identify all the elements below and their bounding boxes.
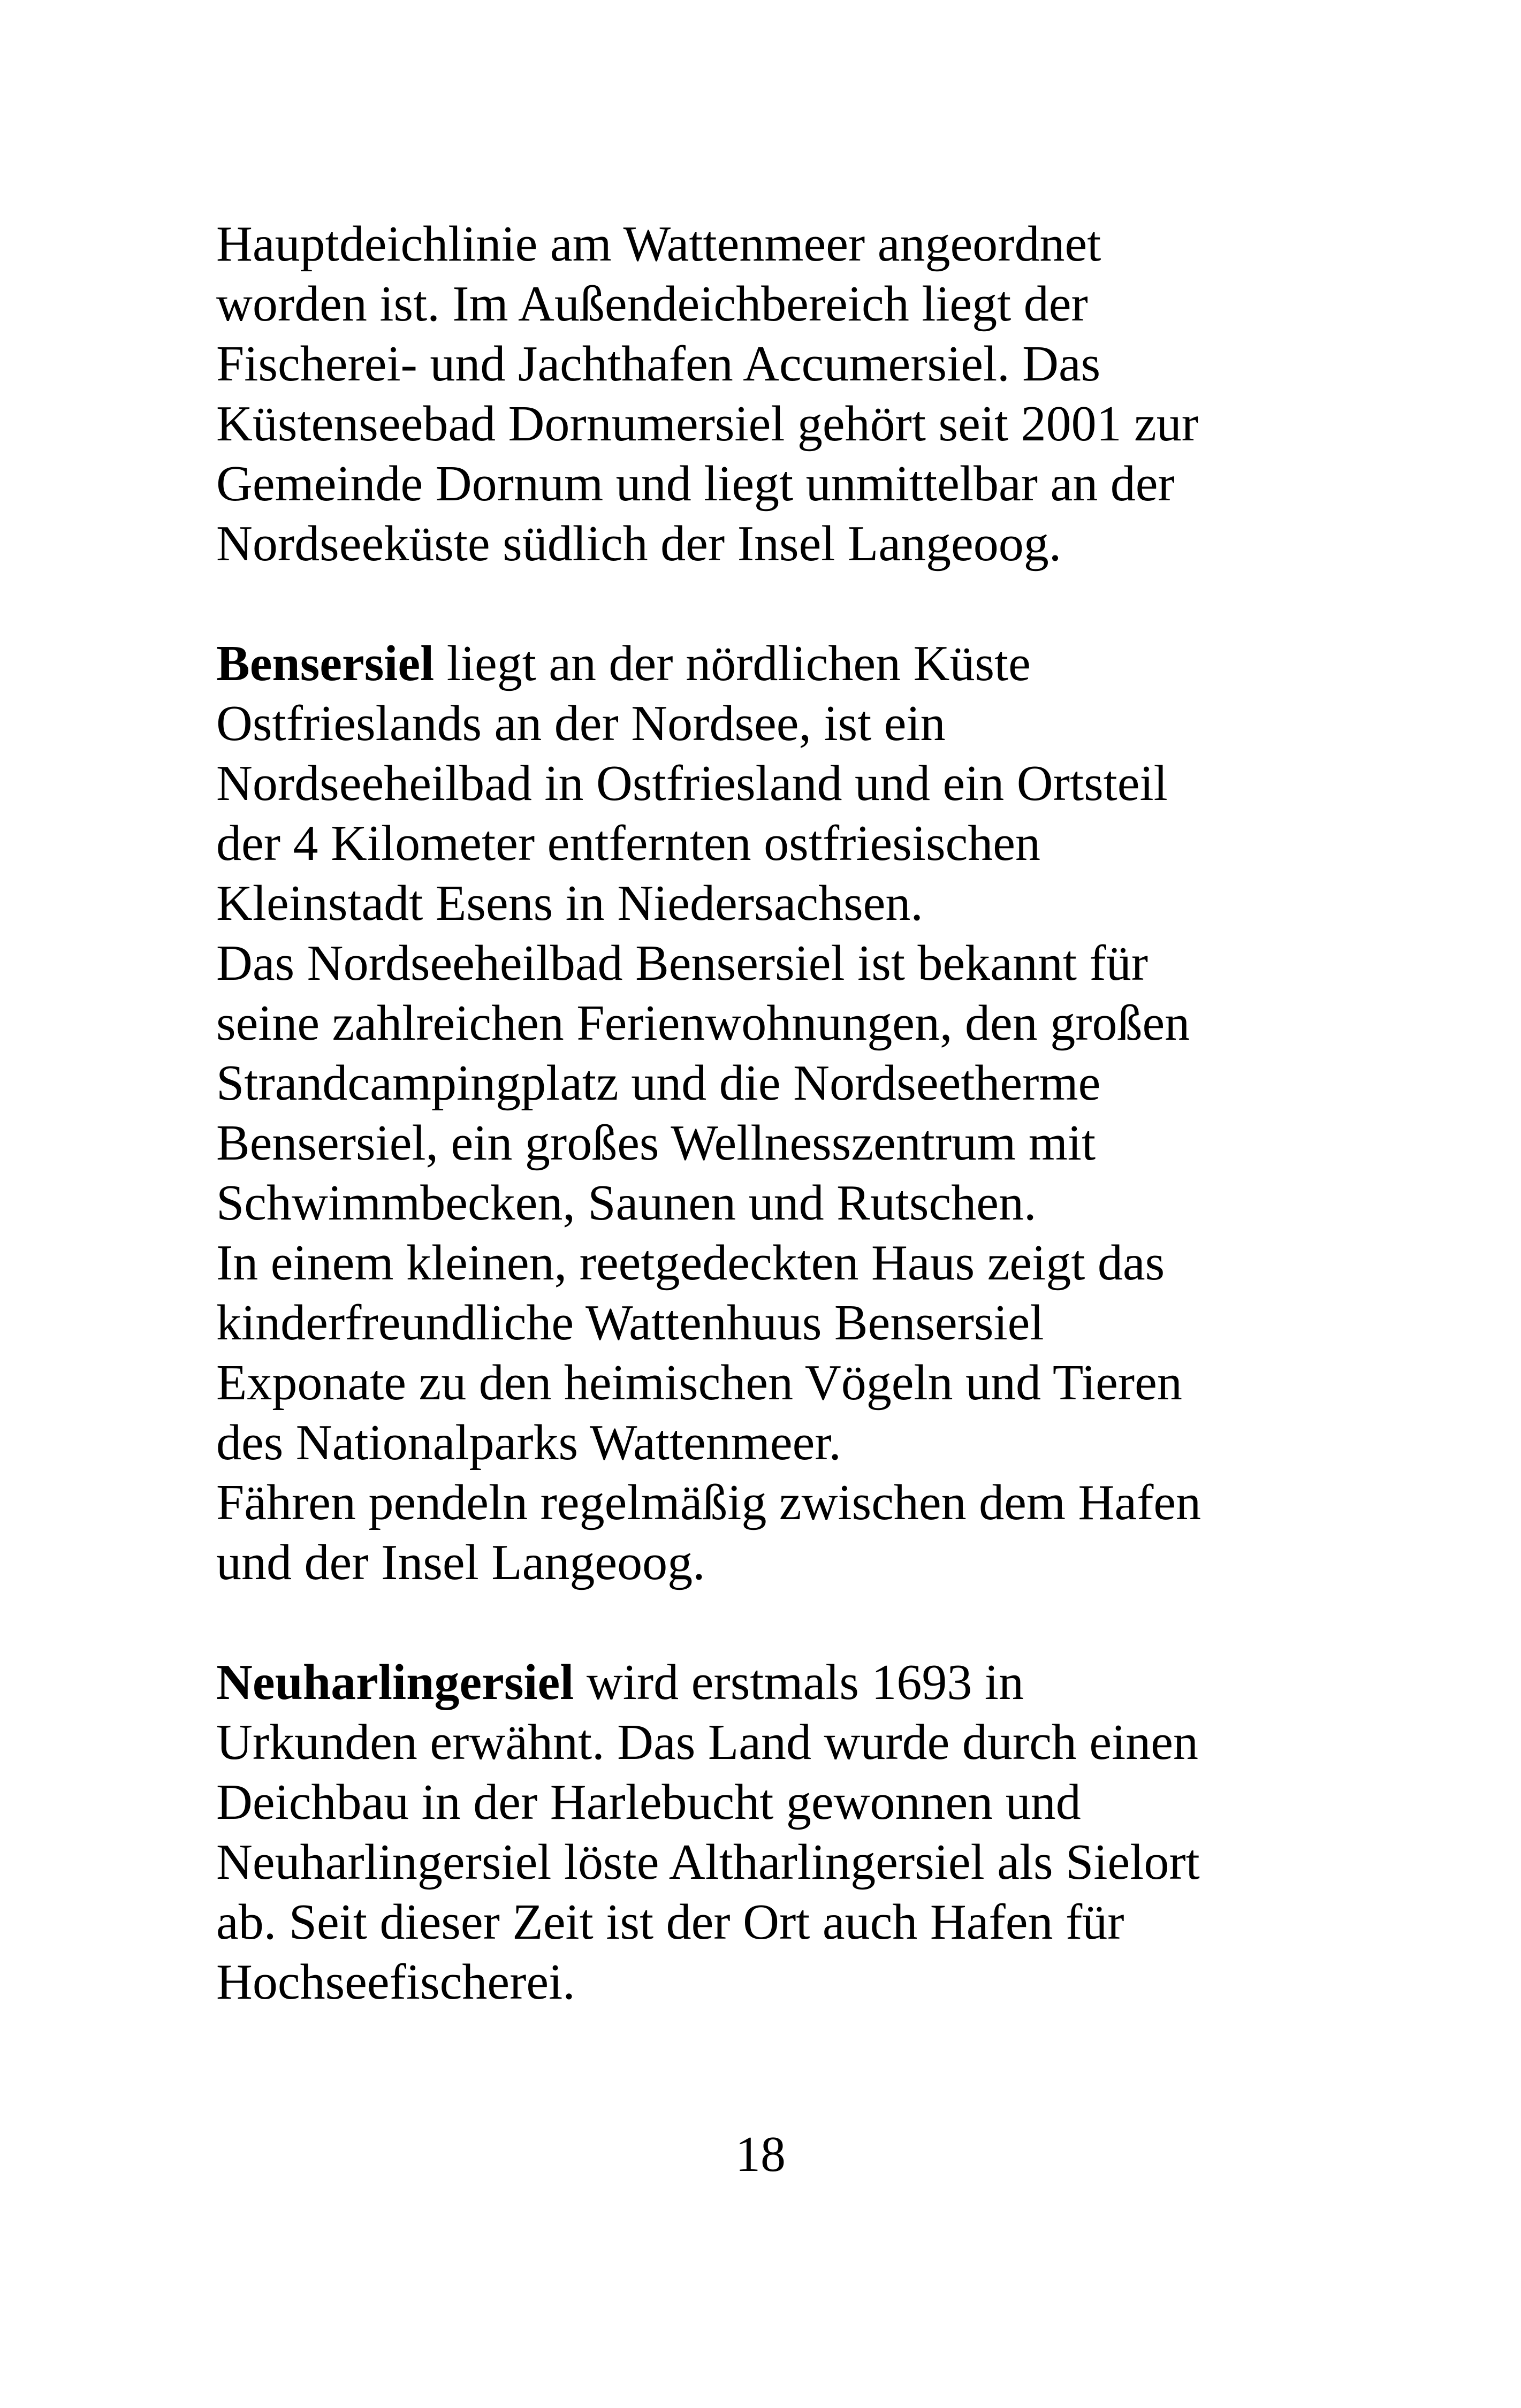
text-line: Schwimmbecken, Saunen und Rutschen. (216, 1175, 1037, 1231)
text-line: Bensersiel, ein großes Wellnesszentrum mit (216, 1115, 1096, 1171)
text-line: des Nationalparks Wattenmeer. (216, 1415, 841, 1470)
text-line: ab. Seit dieser Zeit ist der Ort auch Hafen für (216, 1894, 1124, 1950)
text-line: Fischerei- und Jachthafen Accumersiel. Das (216, 336, 1101, 392)
paragraph-spacer (216, 1592, 1319, 1652)
text-line: Gemeinde Dornum und liegt unmittelbar an der (216, 456, 1175, 512)
paragraph-spacer (216, 574, 1319, 634)
paragraph-dornumersiel (216, 214, 1319, 574)
text-line: Nordseeküste südlich der Insel Langeoog. (216, 516, 1062, 571)
text-line: Urkunden erwähnt. Das Land wurde durch einen (216, 1714, 1198, 1770)
text-line: der 4 Kilometer entfernten ostfriesischen (216, 816, 1040, 871)
paragraph-bensersiel (216, 634, 1319, 1592)
text-line: Küstenseebad Dornumersiel gehört seit 2001 zur (216, 396, 1199, 452)
text-line: In einem kleinen, reetgedeckten Haus zeigt das (216, 1235, 1165, 1291)
text-line: Nordseeheilbad in Ostfriesland und ein Ortsteil (216, 756, 1168, 811)
text-fragment: wird erstmals 1693 in (574, 1655, 1024, 1710)
text-line: Exponate zu den heimischen Vögeln und Tieren (216, 1355, 1182, 1411)
text-line: Hochseefischerei. (216, 1954, 575, 2010)
text-line: kinderfreundliche Wattenhuus Bensersiel (216, 1295, 1044, 1351)
text-fragment: liegt an der nördlichen Küste (434, 636, 1031, 691)
text-line: worden ist. Im Außendeichbereich liegt der (216, 276, 1088, 332)
text-line: Das Nordseeheilbad Bensersiel ist bekannt für (216, 935, 1149, 991)
text-line: Ostfrieslands an der Nordsee, ist ein (216, 696, 946, 751)
place-name-neuharlingersiel: Neuharlingersiel (216, 1655, 574, 1710)
page-number: 18 (735, 2127, 786, 2182)
text-line: Deichbau in der Harlebucht gewonnen und (216, 1774, 1081, 1830)
text-line: Strandcampingplatz und die Nordseetherme (216, 1055, 1101, 1111)
text-line (216, 1652, 1319, 1712)
body-text (216, 214, 1319, 2012)
place-name-bensersiel: Bensersiel (216, 636, 435, 691)
text-line: Neuharlingersiel löste Altharlingersiel als Sielort (216, 1834, 1200, 1890)
paragraph-neuharlingersiel (216, 1652, 1319, 2012)
text-line: Kleinstadt Esens in Niedersachsen. (216, 875, 923, 931)
text-line: und der Insel Langeoog. (216, 1535, 705, 1590)
text-line: seine zahlreichen Ferienwohnungen, den großen (216, 995, 1190, 1051)
text-line: Fähren pendeln regelmäßig zwischen dem Hafen (216, 1475, 1201, 1530)
text-line (216, 634, 1319, 694)
text-line: Hauptdeichlinie am Wattenmeer angeordnet (216, 216, 1101, 272)
